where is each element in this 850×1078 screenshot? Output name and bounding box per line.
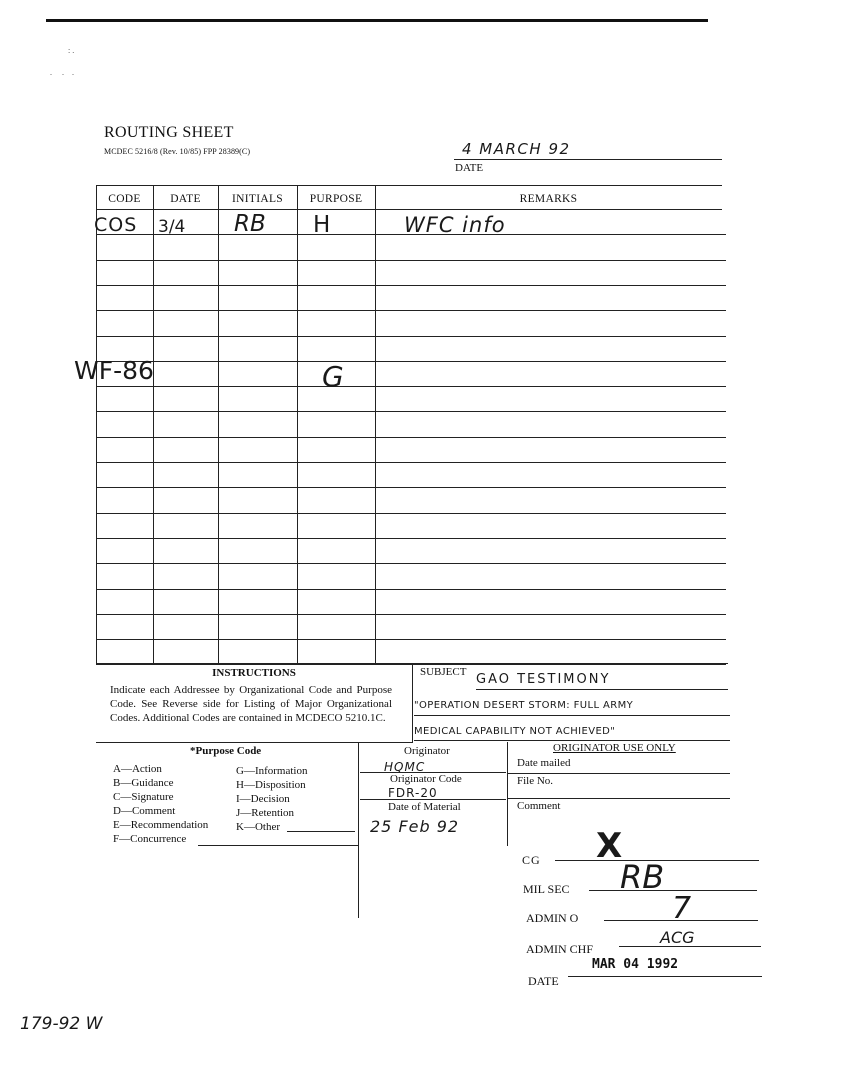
date-label: DATE (455, 162, 484, 174)
column-divider (153, 185, 154, 663)
file-no-label: File No. (517, 775, 554, 787)
table-row-line (96, 614, 726, 615)
column-divider (297, 185, 298, 663)
table-row-line (96, 664, 726, 665)
subject-line-3: MEDICAL CAPABILITY NOT ACHIEVED" (414, 726, 616, 737)
row-2-purpose: G (322, 360, 344, 393)
column-header-remarks: REMARKS (519, 193, 578, 205)
instructions-text: Indicate each Addressee by Organizational Code and Purpose Code. See Reverse side for Listing of Major Organizational Codes. Additional Codes are contained in MCDECO 5210.1C. (110, 684, 392, 724)
table-row-line (96, 563, 726, 564)
mil-sec-label: MIL SEC (523, 882, 570, 896)
date-mailed-line (508, 773, 730, 774)
column-header-initials: INITIALS (232, 193, 283, 205)
subject-line (414, 740, 730, 741)
admin-o-initials: 7 (672, 891, 692, 926)
table-row-line (96, 639, 726, 640)
purpose-code-item: A—Action (113, 763, 162, 775)
table-top-border (96, 185, 722, 186)
other-blank-line (287, 831, 355, 832)
form-title: ROUTING SHEET (104, 124, 234, 141)
row-1-code: COS (94, 214, 138, 236)
subject-label: SUBJECT (420, 666, 467, 678)
table-header-border (96, 209, 722, 210)
purpose-code-heading: *Purpose Code (190, 745, 262, 757)
purpose-code-item: F—Concurrence (113, 833, 187, 845)
subject-left-border (412, 663, 413, 743)
date-stamp: MAR 04 1992 (592, 957, 679, 972)
mil-sec-initials: RB (620, 858, 665, 896)
originator-label: Originator (404, 745, 450, 757)
originator-use-heading: ORIGINATOR USE ONLY (553, 742, 676, 754)
footer-handwritten-note: 179-92 W (20, 1014, 103, 1034)
table-row-line (96, 487, 726, 488)
subject-line-2: "OPERATION DESERT STORM: FULL ARMY (414, 700, 634, 711)
admin-chf-initials: ACG (660, 928, 695, 947)
purpose-code-item: H—Disposition (236, 779, 306, 791)
speck-mark: : . (68, 46, 75, 55)
file-no-line (508, 798, 730, 799)
purpose-code-item: K—Other (236, 821, 280, 833)
purpose-code-item: I—Decision (236, 793, 290, 805)
table-row-line (96, 589, 726, 590)
row-2-code: WF-86 (74, 356, 154, 385)
row-1-remarks: WFC info (404, 213, 506, 237)
purpose-code-left-list (113, 762, 208, 846)
date-line (454, 159, 722, 160)
table-row-line (96, 411, 726, 412)
top-rule (46, 19, 708, 22)
originator-use-left-border (507, 742, 508, 846)
column-divider (375, 185, 376, 663)
table-row-line (96, 260, 726, 261)
cg-label: CG (522, 853, 541, 867)
table-left-border (96, 185, 97, 663)
purpose-code-item: B—Guidance (113, 777, 174, 789)
cg-initials: X (596, 826, 623, 866)
originator-code-value: FDR-20 (388, 786, 438, 800)
subject-line-1: GAO TESTIMONY (476, 672, 611, 687)
purpose-code-item: C—Signature (113, 791, 174, 803)
row-1-initials: RB (234, 211, 266, 237)
table-row-line (96, 361, 726, 362)
table-row-line (96, 386, 726, 387)
speck-mark: . . . (50, 68, 74, 77)
originator-code-line (360, 799, 506, 800)
originator-code-label: Originator Code (390, 773, 462, 785)
table-row-line (96, 437, 726, 438)
table-row-line (96, 310, 726, 311)
table-row-line (96, 285, 726, 286)
date-mailed-label: Date mailed (517, 757, 571, 769)
purpose-code-right-list (236, 764, 307, 834)
purpose-code-item: J—Retention (236, 807, 295, 819)
originator-left-border (358, 742, 359, 918)
row-1-date: 3/4 (158, 217, 186, 237)
column-header-purpose: PURPOSE (309, 193, 363, 205)
column-divider (218, 185, 219, 663)
signoff-date-label: DATE (528, 974, 559, 988)
admin-o-line (604, 920, 758, 921)
purpose-code-item: D—Comment (113, 805, 176, 817)
signoff-date-line (568, 976, 762, 977)
instructions-bottom-border (96, 742, 412, 743)
table-row-line (96, 513, 726, 514)
admin-chf-label: ADMIN CHF (526, 942, 594, 956)
admin-chf-line (619, 946, 761, 947)
row-1-purpose: H (313, 212, 331, 238)
date-value-handwritten: 4 MARCH 92 (462, 140, 571, 158)
comment-label: Comment (517, 800, 561, 812)
date-of-material-value: 25 Feb 92 (370, 817, 460, 836)
subject-line (414, 715, 730, 716)
concurrence-blank-line (198, 845, 358, 846)
table-row-line (96, 538, 726, 539)
admin-o-label: ADMIN O (526, 911, 579, 925)
column-header-code: CODE (108, 193, 141, 205)
date-of-material-label: Date of Material (388, 801, 461, 813)
purpose-code-item: G—Information (236, 765, 308, 777)
originator-value: HQMC (384, 760, 426, 774)
column-header-date: DATE (170, 193, 201, 205)
purpose-code-item: E—Recommendation (113, 819, 209, 831)
instructions-heading: INSTRUCTIONS (212, 667, 296, 679)
table-row-line (96, 462, 726, 463)
subject-line (476, 689, 728, 690)
table-row-line (96, 336, 726, 337)
form-number: MCDEC 5216/8 (Rev. 10/85) FPP 28389(C) (104, 147, 251, 156)
